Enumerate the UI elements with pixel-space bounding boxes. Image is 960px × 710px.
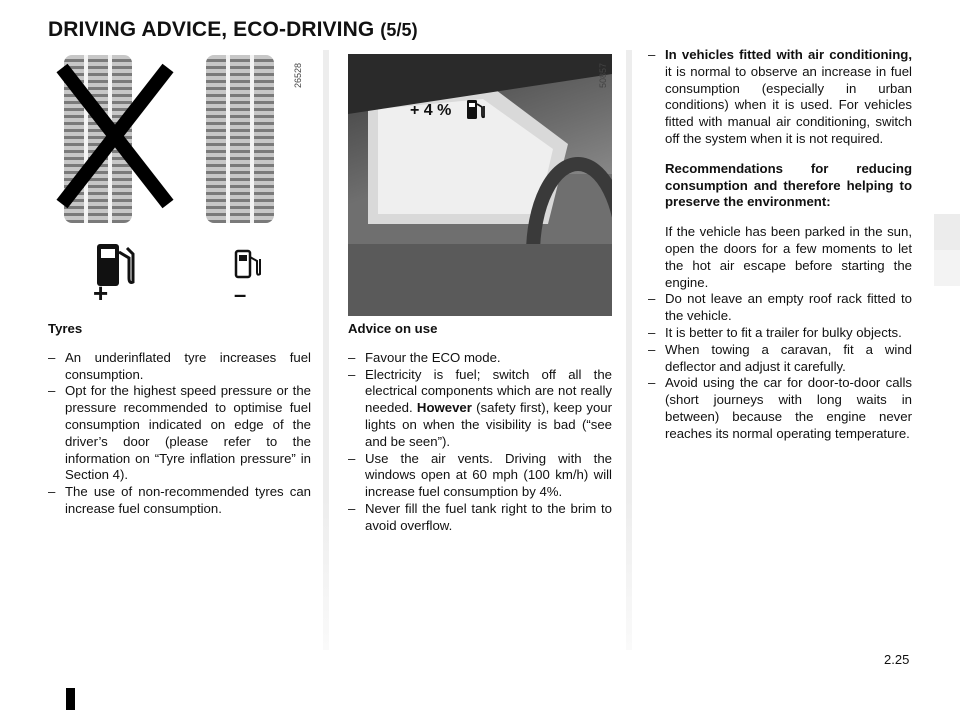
fuel-pump-small-icon xyxy=(234,248,268,282)
list-item: – The use of non-recommended tyres can increase fuel consumption. xyxy=(48,484,311,516)
page-title xyxy=(48,18,418,42)
list-item: – Avoid using the car for door-to-door calls (short journeys with long waits in between) because the engine never reaches its normal operating temperature. xyxy=(648,375,912,441)
list-item: – An underinflated tyre increases fuel consumption. xyxy=(48,349,311,382)
figure-number: 26528 xyxy=(293,62,303,88)
plus-sign: + xyxy=(93,278,109,308)
correct-tyre-image xyxy=(206,55,274,223)
car-interior-image xyxy=(348,54,612,316)
advice-heading: Advice on use xyxy=(348,321,438,336)
list-item: – Favour the ECO mode. xyxy=(348,349,501,365)
list-item: – Never fill the fuel tank right to the brim to avoid overflow. xyxy=(348,500,612,533)
list-item: – Opt for the highest speed pressure or the pressure recommended to optimise fuel consumption indicated on edge of the driver’s door (please refer to the information on “Tyre inflation pressure” in Section 4). xyxy=(48,383,311,483)
recommendations-heading: Recommendations for reducing consumption and therefore helping to preserve the environment: xyxy=(665,160,912,210)
advice-column xyxy=(348,321,612,535)
minus-sign: – xyxy=(234,282,247,307)
tyres-column xyxy=(48,321,311,518)
fuel-increase-label: + 4 % xyxy=(410,102,452,119)
air-conditioning-column xyxy=(648,47,912,443)
cross-out-icon xyxy=(50,60,180,210)
fuel-pump-icon xyxy=(466,98,488,122)
list-item: – Electricity is fuel; switch off all the electrical components which are not really needed. However (safety first), keep your lights on when the visibility is bad (“see and be seen”). xyxy=(348,366,612,449)
column-divider xyxy=(323,50,329,650)
list-item: – Do not leave an empty roof rack fitted to the vehicle. xyxy=(648,291,912,324)
section-tab xyxy=(934,250,960,286)
page-number: 2.25 xyxy=(884,652,910,667)
tyres-heading: Tyres xyxy=(48,321,83,336)
list-item: – When towing a caravan, fit a wind deflector and adjust it carefully. xyxy=(648,341,912,374)
list-item: – It is better to fit a trailer for bulky objects. xyxy=(648,324,902,340)
list-item: – In vehicles fitted with air conditioning, it is normal to observe an increase in fuel consumption (especially in urban conditions) when it is used. For vehicles fitted with manual air conditioning, switch off the system when it is not required. xyxy=(648,47,912,146)
figure-number: 50857 xyxy=(598,62,608,88)
title-text: DRIVING ADVICE, ECO-DRIVING xyxy=(48,18,375,41)
corner-mark xyxy=(66,688,75,710)
section-tab xyxy=(934,214,960,250)
title-part: (5/5) xyxy=(380,20,418,40)
list-item: – Use the air vents. Driving with the windows open at 60 mph (100 km/h) will increase fuel consumption by 4%. xyxy=(348,450,612,500)
parked-advice: If the vehicle has been parked in the sun, open the doors for a few moments to let the hot air escape before starting the engine. xyxy=(665,224,912,290)
column-divider xyxy=(626,50,632,650)
